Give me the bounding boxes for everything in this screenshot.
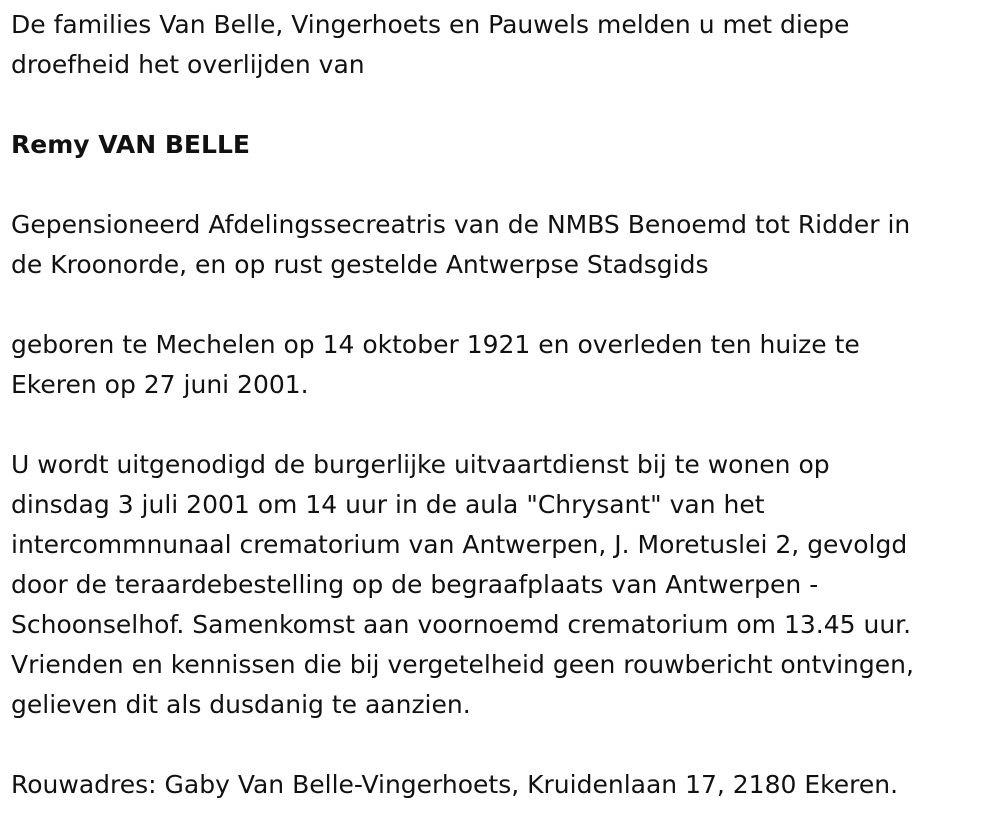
invitation-line: dinsdag 3 juli 2001 om 14 uur in de aula "Chrysant" van het [11,490,765,519]
invitation-line: door de teraardebestelling op de begraafplaats van Antwerpen - [11,570,819,599]
birth-death-line: geboren te Mechelen op 14 oktober 1921 en overleden ten huize te [11,330,860,359]
invitation-line: Schoonselhof. Samenkomst aan voornoemd crematorium om 13.45 uur. [11,610,912,639]
invitation-line: U wordt uitgenodigd de burgerlijke uitvaartdienst bij te wonen op [11,450,830,479]
intro-line: droefheid het overlijden van [11,50,365,79]
deceased-name [11,125,250,165]
titles-line: Gepensioneerd Afdelingssecreatris van de NMBS Benoemd tot Ridder in [11,210,911,239]
birth-death-paragraph [11,325,860,405]
invitation-paragraph [11,445,914,725]
titles-line: de Kroonorde, en op rust gestelde Antwerpse Stadsgids [11,250,709,279]
intro-paragraph [11,5,849,85]
mourning-address: Rouwadres: Gaby Van Belle-Vingerhoets, Kruidenlaan 17, 2180 Ekeren. [11,770,899,799]
invitation-line: gelieven dit als dusdanig te aanzien. [11,690,471,719]
invitation-line: Vrienden en kennissen die bij vergetelheid geen rouwbericht ontvingen, [11,650,914,679]
intro-line: De families Van Belle, Vingerhoets en Pauwels melden u met diepe [11,10,850,39]
deceased-name-text: Remy VAN BELLE [11,130,250,159]
titles-paragraph [11,205,910,285]
birth-death-line: Ekeren op 27 juni 2001. [11,370,309,399]
invitation-line: intercommnunaal crematorium van Antwerpen, J. Moretuslei 2, gevolgd [11,530,908,559]
address-paragraph [11,765,898,805]
